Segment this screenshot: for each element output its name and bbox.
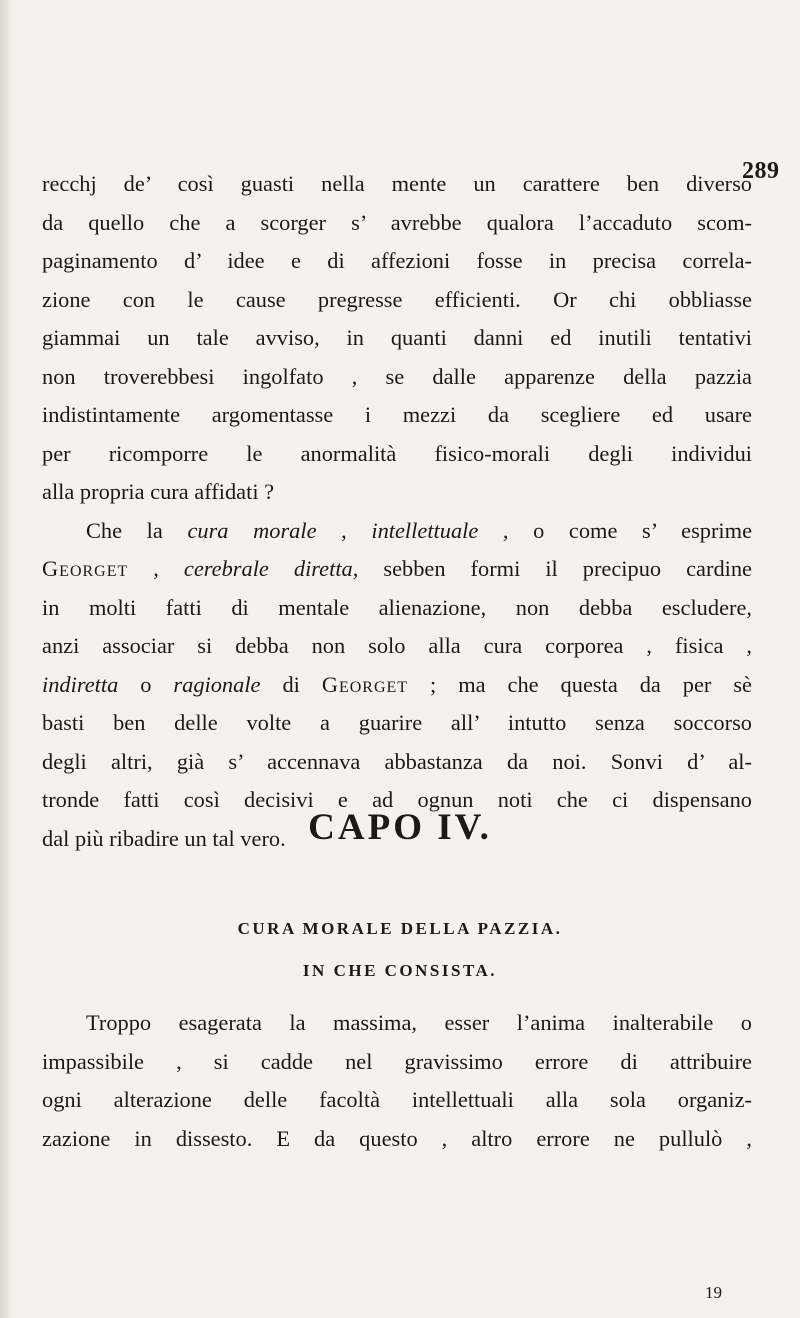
paragraph1-line-6: non troverebbesi ingolfato , se dalle apparenze della pazzia (42, 363, 752, 389)
text-run: di (260, 671, 322, 697)
text-run: sebben formi il precipuo cardine (358, 556, 752, 581)
chapter-subtitle-2: IN CHE CONSISTA. (302, 961, 498, 980)
page-gutter-shadow (0, 0, 14, 1318)
paragraph2-line-9: dal più ribadire un tal vero. (42, 825, 286, 851)
chapter-subtitle-1: CURA MORALE DELLA PAZZIA. (237, 919, 563, 938)
text-run: Che la (86, 517, 188, 543)
italic-term: ragionale (173, 671, 261, 697)
text-run: , (316, 517, 372, 543)
paragraph3-line-2: impassibile , si cadde nel gravissimo errore di attribuire (42, 1048, 752, 1074)
paragraph1-line-8: per ricomporre le anormalità fisico-morali degli individui (42, 440, 752, 466)
paragraph1-line-2: da quello che a scorger s’ avrebbe qualora l’accaduto scom- (42, 209, 752, 235)
text-run: , (128, 556, 184, 581)
paragraph2-line-8: tronde fatti così decisivi e ad ognun noti che ci dispensano (42, 787, 752, 812)
paragraph2-line-3: in molti fatti di mentale alienazione, non debba escludere, (42, 594, 752, 620)
paragraph1-line-3: paginamento d’ idee e di affezioni fosse in precisa correla- (42, 248, 752, 273)
italic-term: cura morale (187, 517, 317, 543)
paragraph2-line-1 (42, 512, 752, 551)
paragraph1-line-5: giammai un tale avviso, in quanti danni ed inutili tentativi (42, 325, 752, 350)
paragraph2-line-7: degli altri, già s’ accennava abbastanza da noi. Sonvi d’ al- (42, 748, 752, 774)
paragraph1-line-1: recchj de’ così guasti nella mente un carattere ben diverso (42, 171, 752, 196)
italic-term: cerebrale diretta, (183, 556, 359, 581)
text-run: , o come s’ esprime (478, 517, 753, 543)
paragraph2-line-2 (42, 550, 752, 589)
paragraph1-line-9: alla propria cura affidati ? (42, 479, 275, 504)
paragraph2-line-6: basti ben delle volte a guarire all’ intutto senza soccorso (42, 710, 752, 735)
paragraph1-line-7: indistintamente argomentasse i mezzi da scegliere ed usare (42, 402, 752, 427)
paragraph2-line-4: anzi associar si debba non solo alla cura corporea , fisica , (42, 633, 752, 658)
paragraph1-line-4: zione con le cause pregresse efficienti. Or chi obbliasse (42, 286, 752, 312)
signature-mark: 19 (705, 1283, 722, 1302)
paragraph2-line-5 (42, 666, 752, 705)
text-run: o (118, 671, 174, 697)
italic-term: indiretta (42, 671, 119, 697)
paragraph3-line-4: zazione in dissesto. E da questo , altro errore ne pullulò , (42, 1125, 752, 1151)
author-name: Georget (42, 556, 129, 581)
text-block-lower (42, 1004, 752, 1158)
paragraph3-line-3: ogni alterazione delle facoltà intellettuali alla sola organiz- (42, 1087, 752, 1112)
italic-term: intellettuale (371, 517, 479, 543)
author-name: Georget (321, 671, 409, 697)
chapter-title: CAPO IV. (308, 807, 492, 848)
text-run: ; ma che questa da per sè (408, 671, 752, 697)
paragraph3-line-1: Troppo esagerata la massima, esser l’anima inalterabile o (86, 1010, 752, 1035)
text-block-upper (42, 165, 752, 858)
page-number: 289 (742, 158, 780, 184)
